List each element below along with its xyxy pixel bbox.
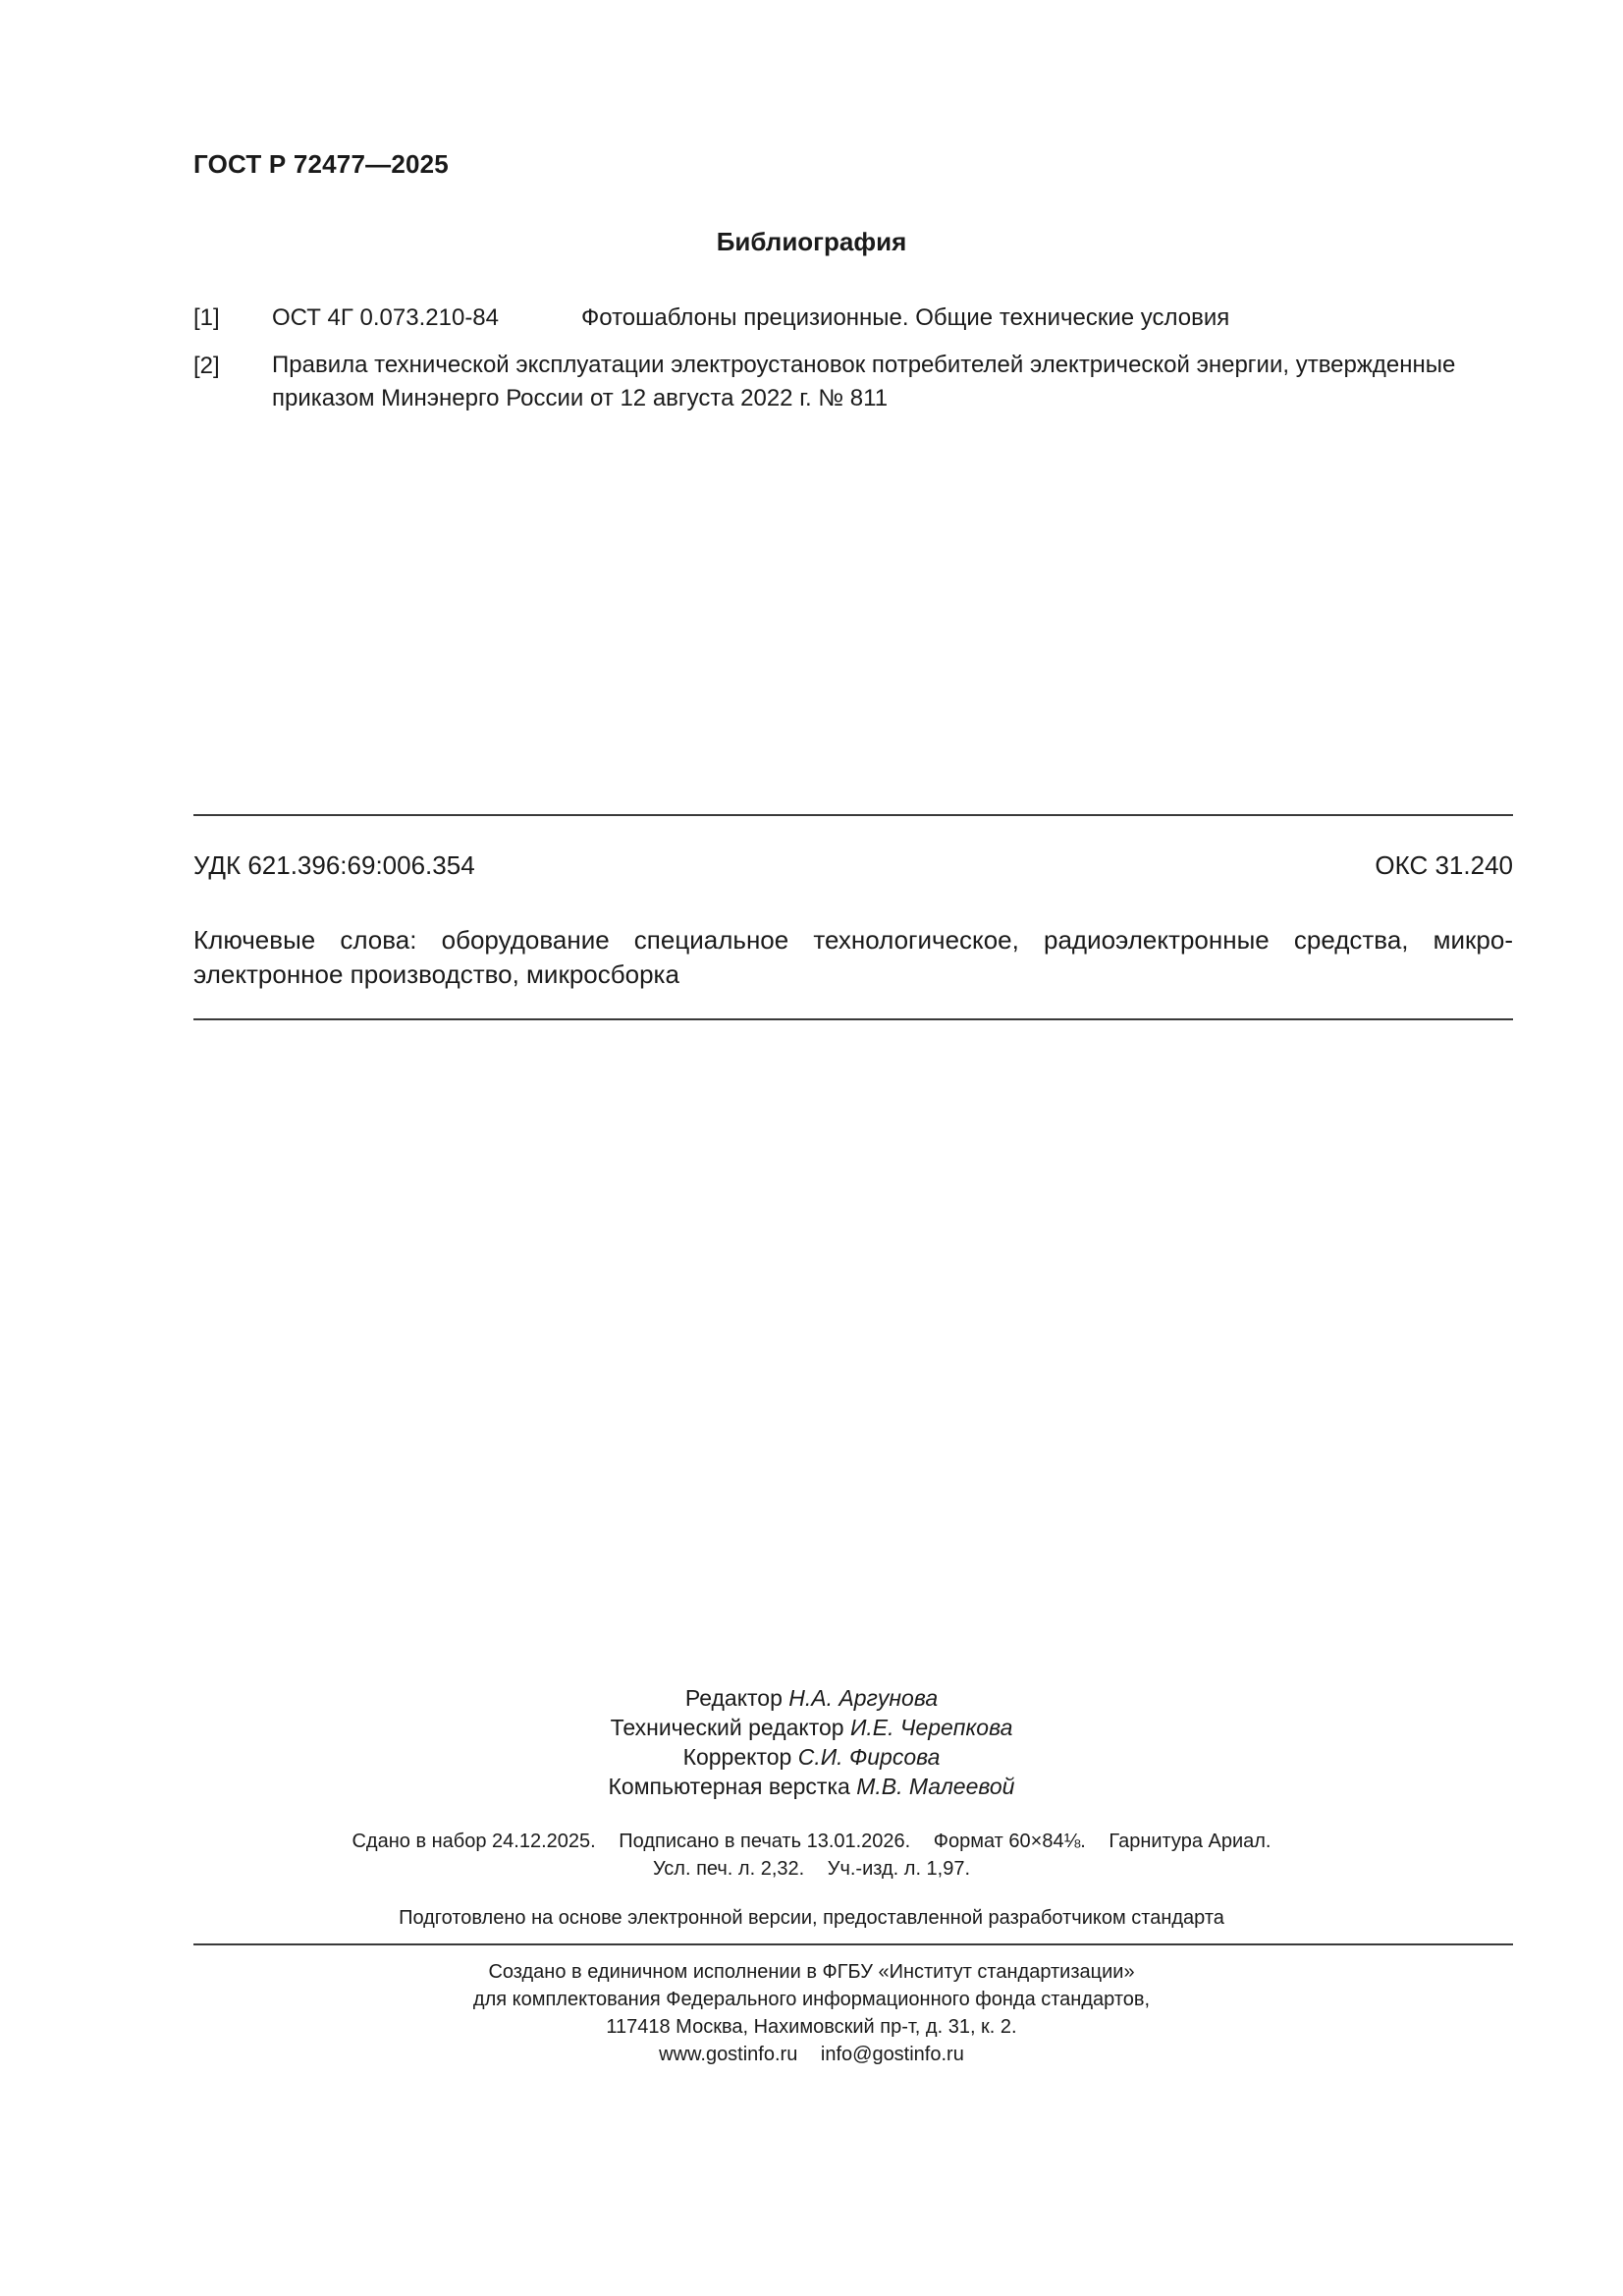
bibliography-item-title: Фотошаблоны прецизионные. Общие технические условия <box>581 304 1230 331</box>
keywords-line: Ключевые слова: оборудование специальное технологическое, радиоэлектронные средства, микро- <box>193 925 1513 955</box>
keywords-line: электронное производство, микросборка <box>193 959 679 989</box>
divider-top <box>193 814 1513 816</box>
oks-code: ОКС 31.240 <box>1375 850 1513 880</box>
print-info-line-2 <box>0 1855 1623 1883</box>
publisher-line: Создано в единичном исполнении в ФГБУ «Институт стандартизации» <box>488 1961 1135 1983</box>
divider-footer <box>193 1943 1513 1945</box>
credit-person: И.Е. Черепкова <box>849 1715 1013 1740</box>
credit-role: Корректор <box>682 1744 792 1770</box>
udk-code: УДК 621.396:69:006.354 <box>193 850 475 880</box>
publisher-contacts <box>0 2041 1623 2068</box>
divider-bottom <box>193 1018 1513 1020</box>
credit-role: Компьютерная верстка <box>608 1774 850 1799</box>
keywords <box>193 923 1513 992</box>
credit-role: Технический редактор <box>610 1715 844 1740</box>
credits-block <box>0 1683 1623 1801</box>
credit-line <box>0 1683 1623 1713</box>
typeface: Гарнитура Ариал. <box>1109 1831 1271 1852</box>
print-sheets: Усл. печ. л. 2,32. <box>652 1858 805 1880</box>
bibliography-item-text: Правила технической эксплуатации электроустановок потребителей электрической энергии, утвержденные приказом Минэнерго России от 12 августа 2022 г. № 811 <box>272 352 1456 411</box>
bibliography-item-number: [1] <box>193 304 220 331</box>
submitted-date: Сдано в набор 24.12.2025. <box>352 1831 596 1852</box>
print-info-line-1 <box>0 1828 1623 1855</box>
signed-date: Подписано в печать 13.01.2026. <box>619 1831 911 1852</box>
credit-role: Редактор <box>684 1685 783 1711</box>
prepared-note: Подготовлено на основе электронной версии, предоставленной разработчиком стандарта <box>399 1907 1224 1929</box>
bibliography-item-number: [2] <box>193 353 220 379</box>
publication-sheets: Уч.-изд. л. 1,97. <box>827 1858 971 1880</box>
bibliography-item-code: ОСТ 4Г 0.073.210-84 <box>272 304 499 331</box>
document-code: ГОСТ Р 72477—2025 <box>193 149 449 179</box>
publisher-address: 117418 Москва, Нахимовский пр-т, д. 31, к. 2. <box>606 2016 1017 2038</box>
bibliography-title: Библиография <box>716 227 907 256</box>
credit-person: М.В. Малеевой <box>856 1774 1015 1799</box>
print-format: Формат 60×84⅛. <box>933 1831 1086 1852</box>
credit-person: С.И. Фирсова <box>797 1744 941 1770</box>
credit-line <box>0 1742 1623 1772</box>
credit-line <box>0 1772 1623 1801</box>
publisher-line: для комплектования Федерального информационного фонда стандартов, <box>472 1989 1151 2010</box>
email-link[interactable]: info@gostinfo.ru <box>820 2044 964 2065</box>
credit-line <box>0 1713 1623 1742</box>
credit-person: Н.А. Аргунова <box>788 1685 939 1711</box>
website-link[interactable]: www.gostinfo.ru <box>659 2044 798 2065</box>
